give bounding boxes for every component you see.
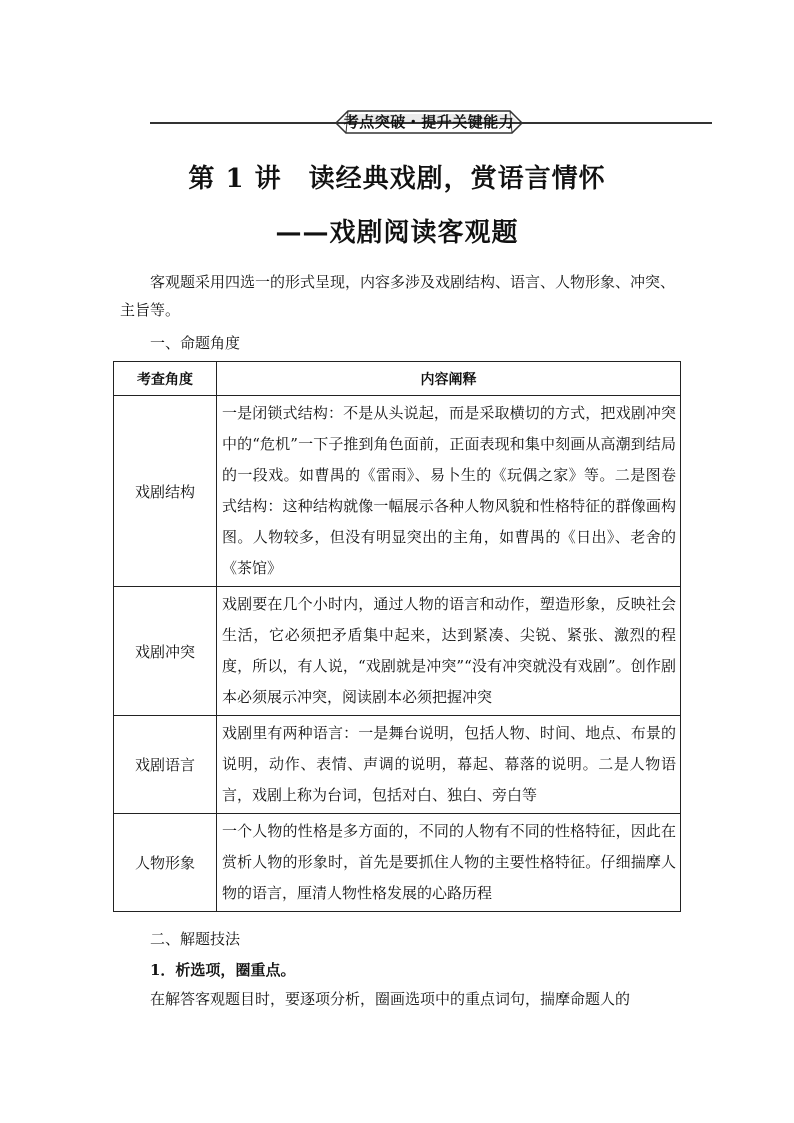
banner-tab bbox=[334, 108, 524, 136]
lesson-title: 第 1 讲 读经典戏剧，赏语言情怀 bbox=[188, 164, 606, 194]
row-category: 人物形象 bbox=[114, 814, 217, 912]
technique-paragraph: 在解答客观题目时，要逐项分析，圈画选项中的重点词句，揣摩命题人的 bbox=[150, 990, 631, 1008]
section-heading-1: 一、命题角度 bbox=[150, 334, 241, 352]
row-category: 戏剧冲突 bbox=[114, 587, 217, 716]
table-row bbox=[114, 716, 681, 814]
row-category: 戏剧语言 bbox=[114, 716, 217, 814]
lesson-subtitle: ——戏剧阅读客观题 bbox=[275, 218, 519, 248]
banner-text: 考点突破・提升关键能力 bbox=[343, 113, 515, 131]
row-content: 戏剧要在几个小时内，通过人物的语言和动作，塑造形象，反映社会生活，它必须把矛盾集中起来，达到紧凑、尖锐、紧张、激烈的程度，所以，有人说，“戏剧就是冲突”“没有冲突就没有戏剧”。创作剧本必须展示冲突，阅读剧本必须把握冲突 bbox=[217, 587, 681, 716]
row-content: 戏剧里有两种语言：一是舞台说明，包括人物、时间、地点、布景的说明，动作、表情、声调的说明，幕起、幕落的说明。二是人物语言，戏剧上称为台词，包括对白、独白、旁白等 bbox=[217, 716, 681, 814]
analysis-table bbox=[113, 361, 681, 912]
header-content: 内容阐释 bbox=[217, 362, 681, 396]
row-content: 一个人物的性格是多方面的，不同的人物有不同的性格特征，因此在赏析人物的形象时，首先是要抓住人物的主要性格特征。仔细揣摩人物的语言，厘清人物性格发展的心路历程 bbox=[217, 814, 681, 912]
section-heading-2: 二、解题技法 bbox=[150, 930, 241, 948]
row-category: 戏剧结构 bbox=[114, 396, 217, 587]
row-content: 一是闭锁式结构：不是从头说起，而是采取横切的方式，把戏剧冲突中的“危机”一下子推到角色面前，正面表现和集中刻画从高潮到结局的一段戏。如曹禺的《雷雨》、易卜生的《玩偶之家》等。二是图卷式结构：这种结构就像一幅展示各种人物风貌和性格特征的群像画构图。人物较多，但没有明显突出的主角，如曹禺的《日出》、老舍的《茶馆》 bbox=[217, 396, 681, 587]
section-banner bbox=[150, 108, 712, 138]
table-row bbox=[114, 587, 681, 716]
table-row bbox=[114, 814, 681, 912]
header-category: 考查角度 bbox=[114, 362, 217, 396]
table-row bbox=[114, 396, 681, 587]
table-header-row bbox=[114, 362, 681, 396]
technique-heading: 1．析选项，圈重点。 bbox=[150, 961, 296, 979]
intro-paragraph: 客观题采用四选一的形式呈现，内容多涉及戏剧结构、语言、人物形象、冲突、主旨等。 bbox=[120, 273, 676, 319]
